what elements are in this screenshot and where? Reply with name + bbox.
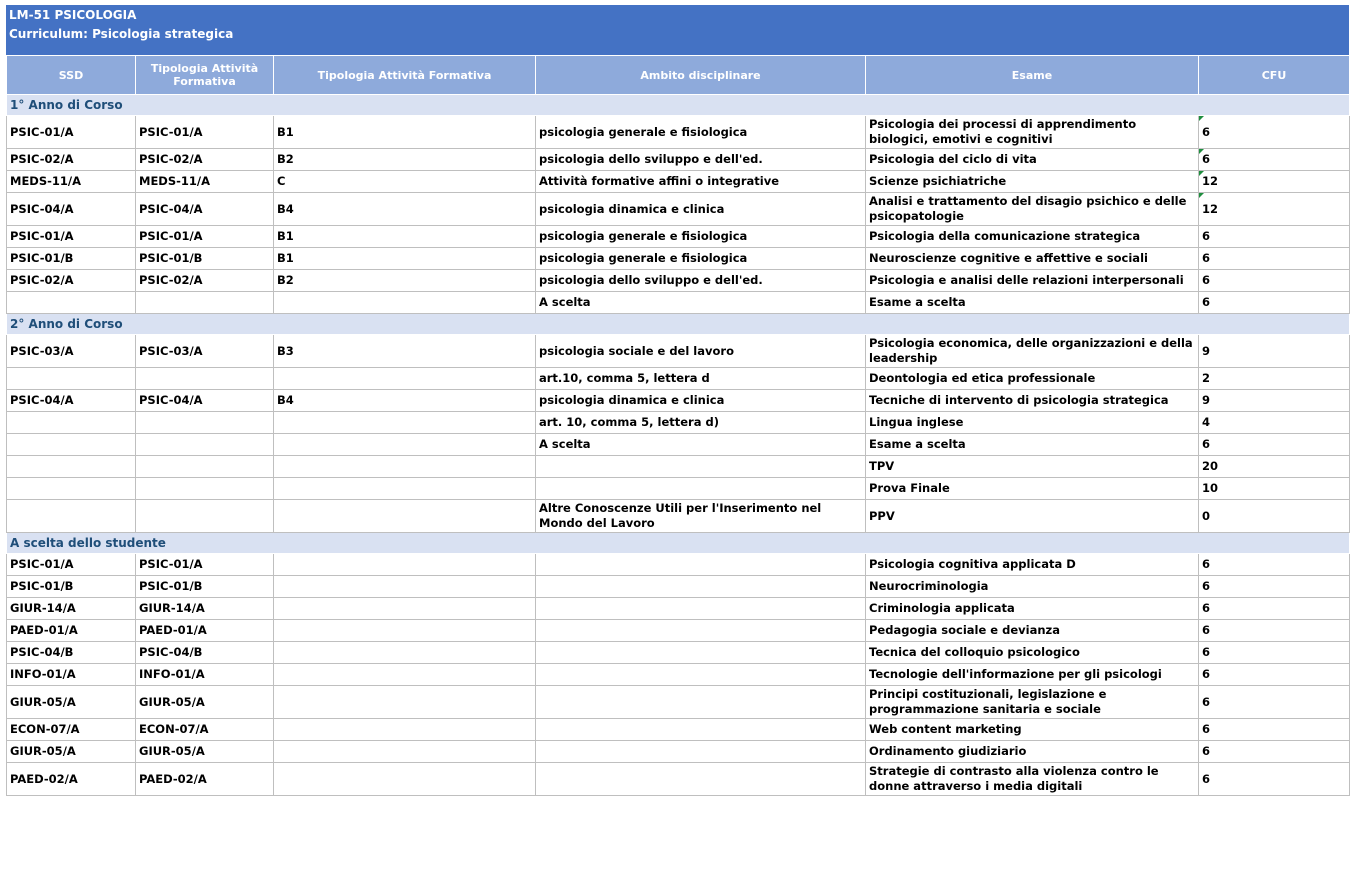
table-row xyxy=(7,390,1350,412)
cfu-value: 6 xyxy=(1202,295,1211,309)
header-row xyxy=(7,56,1350,95)
cell-tipologia[interactable]: PSIC-01/B xyxy=(136,248,274,270)
cell-esame[interactable]: Criminologia applicata xyxy=(866,598,1199,620)
cell-cfu[interactable] xyxy=(1199,390,1350,412)
cell-tipologia[interactable]: PSIC-02/A xyxy=(136,149,274,171)
cell-ssd[interactable] xyxy=(7,456,136,478)
cell-tipologia-code[interactable]: C xyxy=(274,171,536,193)
table-row xyxy=(7,193,1350,226)
cell-ambito[interactable]: psicologia sociale e del lavoro xyxy=(536,335,866,368)
cell-esame[interactable]: Esame a scelta xyxy=(866,434,1199,456)
cell-esame[interactable]: Strategie di contrasto alla violenza contro le donne attraverso i media digitali xyxy=(866,763,1199,796)
curriculum-sheet xyxy=(6,5,1349,796)
curriculum-title: Curriculum: Psicologia strategica xyxy=(9,27,234,41)
cell-ssd[interactable] xyxy=(7,368,136,390)
section-label: 1° Anno di Corso xyxy=(7,95,1350,116)
cell-ambito[interactable] xyxy=(536,576,866,598)
cfu-value: 6 xyxy=(1202,771,1211,786)
cell-tipologia-code[interactable] xyxy=(274,554,536,576)
cell-ssd[interactable]: PSIC-04/B xyxy=(7,642,136,664)
cell-esame[interactable]: Analisi e trattamento del disagio psichico e delle psicopatologie xyxy=(866,193,1199,226)
cell-ambito[interactable] xyxy=(536,554,866,576)
cell-tipologia-code[interactable] xyxy=(274,719,536,741)
cfu-value: 20 xyxy=(1202,459,1219,473)
cell-tipologia[interactable] xyxy=(136,434,274,456)
cell-cfu[interactable] xyxy=(1199,412,1350,434)
header-ssd[interactable]: SSD xyxy=(7,56,136,95)
cell-esame[interactable]: Ordinamento giudiziario xyxy=(866,741,1199,763)
cell-esame[interactable]: TPV xyxy=(866,456,1199,478)
section-label: 2° Anno di Corso xyxy=(7,314,1350,335)
cell-esame[interactable]: Scienze psichiatriche xyxy=(866,171,1199,193)
cell-ambito[interactable]: Attività formative affini o integrative xyxy=(536,171,866,193)
cell-ambito[interactable] xyxy=(536,598,866,620)
section-header xyxy=(7,533,1350,554)
cell-esame[interactable]: PPV xyxy=(866,500,1199,533)
cell-ambito[interactable] xyxy=(536,456,866,478)
table-row xyxy=(7,719,1350,741)
cell-tipologia[interactable]: MEDS-11/A xyxy=(136,171,274,193)
cfu-value: 12 xyxy=(1202,201,1219,216)
cell-tipologia[interactable]: PSIC-04/B xyxy=(136,642,274,664)
table-row xyxy=(7,478,1350,500)
cell-ssd[interactable]: INFO-01/A xyxy=(7,664,136,686)
cell-tipologia-code[interactable] xyxy=(274,500,536,533)
cell-esame[interactable]: Psicologia e analisi delle relazioni interpersonali xyxy=(866,270,1199,292)
table-row xyxy=(7,368,1350,390)
cell-ssd[interactable]: PSIC-03/A xyxy=(7,335,136,368)
cell-esame[interactable]: Psicologia dei processi di apprendimento biologici, emotivi e cognitivi xyxy=(866,116,1199,149)
comment-marker-icon xyxy=(1199,149,1204,154)
cell-tipologia[interactable]: PSIC-01/A xyxy=(136,116,274,149)
cell-tipologia[interactable]: GIUR-05/A xyxy=(136,741,274,763)
cfu-value: 6 xyxy=(1202,124,1211,139)
cell-ssd[interactable] xyxy=(7,500,136,533)
table-row xyxy=(7,554,1350,576)
cell-cfu[interactable] xyxy=(1199,292,1350,314)
table-row xyxy=(7,763,1350,796)
table-row xyxy=(7,149,1350,171)
table-row xyxy=(7,171,1350,193)
header-tipologia-1[interactable]: Tipologia Attività Formativa xyxy=(136,56,274,95)
cfu-value: 9 xyxy=(1202,343,1211,358)
header-esame[interactable]: Esame xyxy=(866,56,1199,95)
cell-cfu[interactable] xyxy=(1199,478,1350,500)
cfu-value: 4 xyxy=(1202,415,1211,429)
cfu-value: 6 xyxy=(1202,557,1211,571)
cell-esame[interactable]: Tecnica del colloquio psicologico xyxy=(866,642,1199,664)
cell-tipologia-code[interactable] xyxy=(274,620,536,642)
cell-ambito[interactable]: psicologia dello sviluppo e dell'ed. xyxy=(536,149,866,171)
cell-ssd[interactable]: GIUR-05/A xyxy=(7,741,136,763)
cell-ssd[interactable] xyxy=(7,478,136,500)
cell-esame[interactable]: Lingua inglese xyxy=(866,412,1199,434)
table-row xyxy=(7,620,1350,642)
cfu-value: 6 xyxy=(1202,251,1211,265)
course-title: LM-51 PSICOLOGIA xyxy=(9,8,137,22)
cell-tipologia[interactable] xyxy=(136,412,274,434)
cell-ssd[interactable]: MEDS-11/A xyxy=(7,171,136,193)
cfu-value: 6 xyxy=(1202,273,1211,287)
cell-esame[interactable]: Psicologia economica, delle organizzazioni e della leadership xyxy=(866,335,1199,368)
cfu-value: 12 xyxy=(1202,174,1219,188)
cell-ambito[interactable]: psicologia generale e fisiologica xyxy=(536,248,866,270)
cfu-value: 6 xyxy=(1202,667,1211,681)
cell-esame[interactable]: Psicologia del ciclo di vita xyxy=(866,149,1199,171)
cell-cfu[interactable] xyxy=(1199,149,1350,171)
cell-ambito[interactable]: psicologia dinamica e clinica xyxy=(536,193,866,226)
cell-ssd[interactable]: ECON-07/A xyxy=(7,719,136,741)
cell-cfu[interactable] xyxy=(1199,598,1350,620)
cell-cfu[interactable] xyxy=(1199,620,1350,642)
cell-tipologia[interactable]: PSIC-01/B xyxy=(136,576,274,598)
cell-cfu[interactable] xyxy=(1199,335,1350,368)
table-row xyxy=(7,664,1350,686)
cell-tipologia-code[interactable] xyxy=(274,763,536,796)
cell-ambito[interactable]: A scelta xyxy=(536,292,866,314)
cell-esame[interactable]: Psicologia della comunicazione strategica xyxy=(866,226,1199,248)
cell-ssd[interactable]: PSIC-01/A xyxy=(7,116,136,149)
cell-tipologia-code[interactable]: B4 xyxy=(274,390,536,412)
cell-tipologia[interactable]: PSIC-04/A xyxy=(136,193,274,226)
cell-ssd[interactable]: PSIC-01/B xyxy=(7,248,136,270)
cell-cfu[interactable] xyxy=(1199,116,1350,149)
comment-marker-icon xyxy=(1199,171,1204,176)
cfu-value: 6 xyxy=(1202,744,1211,758)
cell-ssd[interactable]: PSIC-01/A xyxy=(7,226,136,248)
cell-tipologia[interactable]: GIUR-05/A xyxy=(136,686,274,719)
cell-ambito[interactable]: A scelta xyxy=(536,434,866,456)
cell-tipologia[interactable]: PSIC-01/A xyxy=(136,554,274,576)
cell-tipologia[interactable]: INFO-01/A xyxy=(136,664,274,686)
cfu-value: 6 xyxy=(1202,694,1211,709)
cell-ssd[interactable]: PSIC-04/A xyxy=(7,390,136,412)
cell-cfu[interactable] xyxy=(1199,500,1350,533)
table-row xyxy=(7,270,1350,292)
section-header xyxy=(7,95,1350,116)
table-row xyxy=(7,642,1350,664)
table-row xyxy=(7,335,1350,368)
cell-tipologia[interactable]: PAED-02/A xyxy=(136,763,274,796)
table-row xyxy=(7,116,1350,149)
cfu-value: 9 xyxy=(1202,393,1211,407)
cell-tipologia-code[interactable] xyxy=(274,576,536,598)
cfu-value: 6 xyxy=(1202,229,1211,243)
cell-tipologia[interactable] xyxy=(136,292,274,314)
cell-ssd[interactable]: PSIC-01/B xyxy=(7,576,136,598)
cfu-value: 6 xyxy=(1202,437,1211,451)
cell-ssd[interactable]: GIUR-14/A xyxy=(7,598,136,620)
cell-tipologia-code[interactable] xyxy=(274,686,536,719)
cell-esame[interactable]: Esame a scelta xyxy=(866,292,1199,314)
section-label: A scelta dello studente xyxy=(7,533,1350,554)
cell-tipologia[interactable]: GIUR-14/A xyxy=(136,598,274,620)
cell-tipologia[interactable]: PAED-01/A xyxy=(136,620,274,642)
table-row xyxy=(7,598,1350,620)
cell-tipologia[interactable]: PSIC-04/A xyxy=(136,390,274,412)
cell-ambito[interactable]: art. 10, comma 5, lettera d) xyxy=(536,412,866,434)
cell-esame[interactable]: Tecnologie dell'informazione per gli psicologi xyxy=(866,664,1199,686)
cell-ambito[interactable]: Altre Conoscenze Utili per l'Inserimento nel Mondo del Lavoro xyxy=(536,500,866,533)
cell-tipologia-code[interactable]: B2 xyxy=(274,149,536,171)
cell-esame[interactable]: Prova Finale xyxy=(866,478,1199,500)
table-row xyxy=(7,412,1350,434)
cell-tipologia-code[interactable]: B1 xyxy=(274,116,536,149)
table-row xyxy=(7,248,1350,270)
cell-tipologia-code[interactable] xyxy=(274,664,536,686)
cell-cfu[interactable] xyxy=(1199,456,1350,478)
table-row xyxy=(7,226,1350,248)
cfu-value: 6 xyxy=(1202,579,1211,593)
cell-ambito[interactable] xyxy=(536,478,866,500)
cell-ambito[interactable] xyxy=(536,664,866,686)
table-row xyxy=(7,576,1350,598)
cell-tipologia-code[interactable] xyxy=(274,598,536,620)
cell-ambito[interactable]: art.10, comma 5, lettera d xyxy=(536,368,866,390)
cell-ambito[interactable]: psicologia dello sviluppo e dell'ed. xyxy=(536,270,866,292)
section-header xyxy=(7,314,1350,335)
cell-ssd[interactable]: PSIC-02/A xyxy=(7,270,136,292)
cell-esame[interactable]: Pedagogia sociale e devianza xyxy=(866,620,1199,642)
cell-cfu[interactable] xyxy=(1199,193,1350,226)
cell-tipologia-code[interactable] xyxy=(274,292,536,314)
cell-esame[interactable]: Neurocriminologia xyxy=(866,576,1199,598)
table-row xyxy=(7,434,1350,456)
cell-cfu[interactable] xyxy=(1199,664,1350,686)
cell-esame[interactable]: Psicologia cognitiva applicata D xyxy=(866,554,1199,576)
cfu-value: 6 xyxy=(1202,152,1211,166)
cell-ssd[interactable]: PSIC-01/A xyxy=(7,554,136,576)
cell-cfu[interactable] xyxy=(1199,686,1350,719)
cell-ssd[interactable]: PAED-01/A xyxy=(7,620,136,642)
cfu-value: 6 xyxy=(1202,601,1211,615)
cell-cfu[interactable] xyxy=(1199,741,1350,763)
header-ambito[interactable]: Ambito disciplinare xyxy=(536,56,866,95)
cell-tipologia-code[interactable] xyxy=(274,478,536,500)
cell-cfu[interactable] xyxy=(1199,434,1350,456)
cell-cfu[interactable] xyxy=(1199,368,1350,390)
table-row xyxy=(7,456,1350,478)
cell-tipologia[interactable] xyxy=(136,478,274,500)
cell-cfu[interactable] xyxy=(1199,248,1350,270)
cell-ambito[interactable]: psicologia generale e fisiologica xyxy=(536,116,866,149)
cell-tipologia-code[interactable] xyxy=(274,368,536,390)
cfu-value: 6 xyxy=(1202,645,1211,659)
cell-tipologia-code[interactable]: B4 xyxy=(274,193,536,226)
header-cfu[interactable]: CFU xyxy=(1199,56,1350,95)
cell-ssd[interactable]: PSIC-04/A xyxy=(7,193,136,226)
cell-tipologia-code[interactable] xyxy=(274,456,536,478)
title-band xyxy=(6,5,1349,55)
cell-tipologia[interactable] xyxy=(136,500,274,533)
cell-ssd[interactable] xyxy=(7,434,136,456)
cell-ssd[interactable] xyxy=(7,412,136,434)
cell-cfu[interactable] xyxy=(1199,719,1350,741)
cell-tipologia-code[interactable] xyxy=(274,642,536,664)
cell-ambito[interactable] xyxy=(536,719,866,741)
table-body xyxy=(7,95,1350,796)
cell-ambito[interactable]: psicologia generale e fisiologica xyxy=(536,226,866,248)
cell-ambito[interactable] xyxy=(536,642,866,664)
comment-marker-icon xyxy=(1199,193,1204,198)
cell-tipologia[interactable]: ECON-07/A xyxy=(136,719,274,741)
comment-marker-icon xyxy=(1199,116,1204,121)
table-row xyxy=(7,686,1350,719)
cell-tipologia-code[interactable]: B2 xyxy=(274,270,536,292)
cfu-value: 0 xyxy=(1202,508,1211,523)
cell-ssd[interactable]: PAED-02/A xyxy=(7,763,136,796)
cell-ambito[interactable] xyxy=(536,620,866,642)
cfu-value: 6 xyxy=(1202,623,1211,637)
cell-cfu[interactable] xyxy=(1199,763,1350,796)
cell-esame[interactable]: Web content marketing xyxy=(866,719,1199,741)
cell-cfu[interactable] xyxy=(1199,226,1350,248)
cell-ambito[interactable] xyxy=(536,741,866,763)
cell-ssd[interactable] xyxy=(7,292,136,314)
cell-ssd[interactable]: GIUR-05/A xyxy=(7,686,136,719)
cell-tipologia-code[interactable] xyxy=(274,412,536,434)
cell-cfu[interactable] xyxy=(1199,642,1350,664)
table-row xyxy=(7,500,1350,533)
cell-tipologia[interactable] xyxy=(136,456,274,478)
curriculum-table xyxy=(6,55,1350,796)
cell-ambito[interactable]: psicologia dinamica e clinica xyxy=(536,390,866,412)
cell-tipologia-code[interactable]: B3 xyxy=(274,335,536,368)
cell-esame[interactable]: Principi costituzionali, legislazione e programmazione sanitaria e sociale xyxy=(866,686,1199,719)
cell-ssd[interactable]: PSIC-02/A xyxy=(7,149,136,171)
table-row xyxy=(7,741,1350,763)
cell-ambito[interactable] xyxy=(536,763,866,796)
cell-tipologia-code[interactable] xyxy=(274,434,536,456)
cfu-value: 2 xyxy=(1202,371,1211,385)
cell-cfu[interactable] xyxy=(1199,554,1350,576)
cfu-value: 6 xyxy=(1202,722,1211,736)
cell-tipologia[interactable]: PSIC-03/A xyxy=(136,335,274,368)
cell-ambito[interactable] xyxy=(536,686,866,719)
cell-esame[interactable]: Tecniche di intervento di psicologia strategica xyxy=(866,390,1199,412)
cell-tipologia-code[interactable] xyxy=(274,741,536,763)
header-tipologia-2[interactable]: Tipologia Attività Formativa xyxy=(274,56,536,95)
cell-tipologia[interactable] xyxy=(136,368,274,390)
cell-tipologia-code[interactable]: B1 xyxy=(274,248,536,270)
cfu-value: 10 xyxy=(1202,481,1219,495)
cell-esame[interactable]: Deontologia ed etica professionale xyxy=(866,368,1199,390)
cell-cfu[interactable] xyxy=(1199,576,1350,598)
cell-cfu[interactable] xyxy=(1199,270,1350,292)
cell-tipologia[interactable]: PSIC-01/A xyxy=(136,226,274,248)
table-row xyxy=(7,292,1350,314)
cell-esame[interactable]: Neuroscienze cognitive e affettive e sociali xyxy=(866,248,1199,270)
cell-cfu[interactable] xyxy=(1199,171,1350,193)
cell-tipologia[interactable]: PSIC-02/A xyxy=(136,270,274,292)
cell-tipologia-code[interactable]: B1 xyxy=(274,226,536,248)
